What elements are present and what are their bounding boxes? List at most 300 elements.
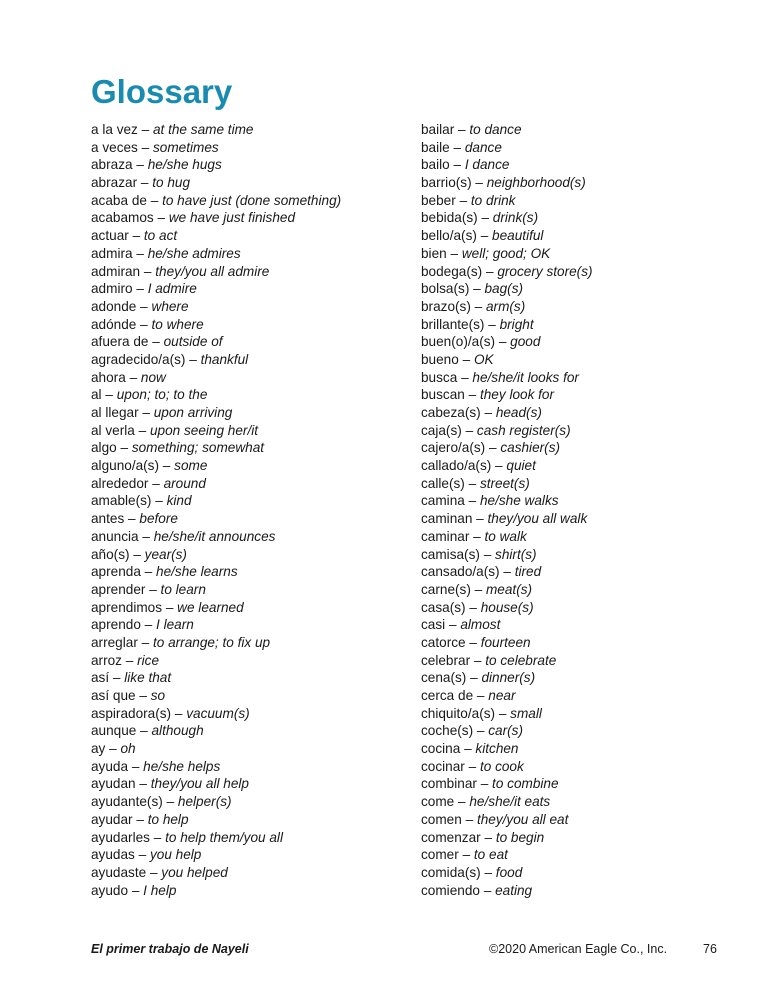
glossary-separator: – [481, 210, 490, 226]
glossary-entry [421, 316, 593, 334]
glossary-entry [91, 439, 341, 457]
glossary-separator: – [141, 634, 150, 650]
glossary-separator: – [157, 210, 166, 226]
glossary-term: come [421, 794, 455, 810]
glossary-entry [91, 652, 341, 670]
glossary-entry [421, 669, 593, 687]
glossary-separator: – [480, 228, 489, 244]
glossary-separator: – [484, 405, 493, 420]
glossary-separator: – [139, 688, 147, 703]
glossary-definition: bag(s) [484, 281, 524, 297]
glossary-entry [421, 369, 593, 387]
glossary-term: bailar [421, 122, 455, 137]
glossary-separator: – [150, 192, 159, 208]
glossary-separator: – [483, 882, 492, 898]
glossary-entry [91, 740, 341, 758]
glossary-definition: to celebrate [485, 652, 557, 668]
glossary-definition: he/she walks [479, 493, 559, 509]
glossary-entry [91, 245, 341, 263]
glossary-term: aspiradora(s) [91, 705, 172, 721]
glossary-separator: – [495, 458, 503, 474]
glossary-separator: – [140, 723, 148, 739]
glossary-term: adónde [91, 316, 137, 332]
glossary-separator: – [140, 316, 148, 332]
glossary-separator: – [141, 122, 150, 137]
footer-copyright: ©2020 American Eagle Co., Inc. [489, 942, 668, 956]
glossary-entry [421, 439, 593, 457]
glossary-definition: I learn [156, 617, 194, 633]
glossary-definition: at the same time [152, 122, 254, 137]
glossary-separator: – [144, 564, 153, 580]
glossary-term: bien [421, 245, 447, 261]
glossary-term: caminan [421, 511, 473, 527]
glossary-definition: well; good; OK [461, 245, 551, 261]
glossary-definition: head(s) [495, 405, 542, 420]
glossary-term: cabeza(s) [421, 405, 481, 420]
glossary-entry [91, 722, 341, 740]
glossary-separator: – [484, 829, 493, 845]
glossary-separator: – [129, 369, 138, 385]
glossary-entry [421, 475, 593, 493]
glossary-definition: he/she hugs [147, 157, 222, 173]
glossary-entry [91, 882, 341, 900]
glossary-separator: – [473, 528, 481, 544]
glossary-entry [91, 192, 341, 210]
glossary-entry [91, 139, 341, 157]
glossary-definition: upon arriving [153, 405, 233, 420]
glossary-separator: – [465, 422, 474, 438]
glossary-entry [91, 687, 341, 705]
glossary-definition: he/she helps [143, 758, 221, 774]
glossary-separator: – [142, 405, 150, 420]
glossary-definition: almost [460, 617, 501, 633]
glossary-definition: sometimes [152, 139, 219, 155]
glossary-entry [421, 740, 593, 758]
glossary-definition: OK [473, 351, 494, 367]
glossary-term: agradecido/a(s) [91, 351, 186, 367]
glossary-term: buscan [421, 387, 465, 403]
glossary-definition: food [495, 864, 523, 880]
glossary-entry [421, 510, 593, 528]
glossary-definition: grocery store(s) [497, 263, 593, 279]
glossary-entry [421, 793, 593, 811]
glossary-entry [421, 722, 593, 740]
glossary-separator: – [458, 122, 466, 137]
glossary-separator: – [450, 245, 459, 261]
glossary-entry [91, 316, 341, 334]
glossary-term: al llegar [91, 405, 139, 420]
glossary-term: ahora [91, 369, 126, 385]
glossary-separator: – [133, 546, 141, 562]
glossary-term: arroz [91, 652, 122, 668]
glossary-separator: – [464, 741, 472, 757]
glossary-term: camina [421, 493, 465, 509]
glossary-separator: – [153, 829, 162, 845]
glossary-definition: they/you all walk [487, 511, 588, 527]
glossary-definition: rice [137, 652, 160, 668]
glossary-entry [91, 174, 341, 192]
glossary-definition: cashier(s) [500, 440, 561, 456]
glossary-separator: – [476, 723, 485, 739]
glossary-separator: – [136, 811, 144, 827]
glossary-separator: – [166, 794, 175, 810]
glossary-definition: small [510, 705, 542, 721]
glossary-term: beber [421, 192, 456, 208]
glossary-separator: – [474, 581, 483, 597]
glossary-separator: – [162, 458, 171, 474]
glossary-entry [421, 492, 593, 510]
glossary-term: brillante(s) [421, 316, 485, 332]
glossary-definition: upon seeing her/it [149, 422, 259, 438]
glossary-entry [421, 829, 593, 847]
glossary-term: casa(s) [421, 599, 466, 615]
glossary-term: aprender [91, 581, 146, 597]
glossary-term: calle(s) [421, 475, 465, 491]
glossary-entry [91, 404, 341, 422]
glossary-term: bello/a(s) [421, 228, 477, 244]
glossary-separator: – [475, 175, 483, 191]
glossary-entry [421, 209, 593, 227]
glossary-separator: – [462, 847, 471, 863]
glossary-entry [421, 864, 593, 882]
glossary-separator: – [155, 493, 163, 509]
glossary-definition: oh [120, 741, 136, 757]
glossary-separator: – [105, 387, 113, 403]
glossary-separator: – [498, 705, 507, 721]
glossary-definition: meat(s) [485, 581, 533, 597]
glossary-separator: – [459, 192, 468, 208]
glossary-term: chiquito/a(s) [421, 705, 496, 721]
glossary-entry [421, 546, 593, 564]
glossary-definition: car(s) [488, 723, 523, 739]
glossary-separator: – [476, 511, 484, 527]
glossary-entry [91, 280, 341, 298]
glossary-entry [91, 705, 341, 723]
glossary-definition: to walk [484, 528, 527, 544]
glossary-definition: dance [464, 139, 502, 155]
glossary-definition: so [150, 688, 166, 703]
glossary-definition: to cook [479, 758, 524, 774]
glossary-term: a veces [91, 139, 138, 155]
glossary-term: ay [91, 741, 106, 757]
glossary-definition: house(s) [480, 599, 534, 615]
glossary-entry [91, 829, 341, 847]
glossary-separator: – [486, 263, 494, 279]
glossary-separator: – [461, 369, 469, 385]
glossary-term: cajero/a(s) [421, 440, 486, 456]
glossary-entry [91, 121, 341, 139]
glossary-separator: – [138, 847, 147, 863]
glossary-term: camisa(s) [421, 546, 480, 562]
glossary-entry [91, 581, 341, 599]
glossary-separator: – [473, 652, 482, 668]
glossary-entry [91, 669, 341, 687]
glossary-term: callado/a(s) [421, 458, 492, 474]
glossary-definition: he/she/it announces [153, 528, 276, 544]
glossary-term: cena(s) [421, 670, 467, 686]
glossary-term: bailo [421, 157, 450, 173]
glossary-term: cocina [421, 741, 461, 757]
glossary-entry [421, 351, 593, 369]
glossary-definition: dinner(s) [481, 670, 536, 686]
glossary-entry [91, 793, 341, 811]
glossary-definition: he/she/it looks for [472, 369, 579, 385]
glossary-term: combinar [421, 776, 477, 792]
glossary-term: a la vez [91, 122, 138, 137]
glossary-entry [91, 422, 341, 440]
glossary-separator: – [468, 493, 477, 509]
glossary-term: casi [421, 617, 446, 633]
glossary-definition: neighborhood(s) [486, 175, 586, 191]
footer-page-number: 76 [703, 942, 717, 956]
glossary-term: ayudo [91, 882, 129, 898]
glossary-term: ayudar [91, 811, 133, 827]
glossary-definition: good [510, 334, 541, 350]
glossary-term: año(s) [91, 546, 130, 562]
glossary-entry [91, 563, 341, 581]
glossary-entry [91, 369, 341, 387]
glossary-definition: to combine [492, 776, 559, 792]
glossary-definition: to help [147, 811, 189, 827]
glossary-term: actuar [91, 228, 129, 244]
glossary-term: bolsa(s) [421, 281, 470, 297]
glossary-entry [91, 209, 341, 227]
glossary-separator: – [125, 652, 134, 668]
glossary-definition: he/she learns [156, 564, 238, 580]
glossary-entry [421, 422, 593, 440]
glossary-separator: – [152, 334, 160, 350]
glossary-entry [421, 174, 593, 192]
glossary-term: aprendo [91, 617, 141, 633]
glossary-entry [91, 775, 341, 793]
glossary-definition: to learn [160, 581, 206, 597]
glossary-separator: – [470, 670, 478, 686]
glossary-separator: – [149, 581, 157, 597]
glossary-separator: – [476, 688, 485, 703]
glossary-term: ayudan [91, 776, 136, 792]
glossary-separator: – [142, 528, 150, 544]
glossary-separator: – [141, 139, 150, 155]
glossary-term: comenzar [421, 829, 481, 845]
glossary-separator: – [138, 422, 147, 438]
glossary-entry [91, 227, 341, 245]
glossary-separator: – [165, 599, 174, 615]
glossary-separator: – [469, 599, 477, 615]
glossary-entry [421, 121, 593, 139]
glossary-entry [421, 652, 593, 670]
glossary-column-right [421, 121, 593, 899]
glossary-entry [421, 882, 593, 900]
glossary-separator: – [131, 758, 140, 774]
glossary-definition: they look for [479, 387, 555, 403]
glossary-term: comen [421, 811, 462, 827]
glossary-separator: – [140, 175, 149, 191]
glossary-entry [421, 846, 593, 864]
glossary-separator: – [480, 776, 489, 792]
glossary-separator: – [136, 157, 144, 173]
glossary-definition: beautiful [492, 228, 544, 244]
glossary-entry [91, 546, 341, 564]
glossary-term: ayudaste [91, 864, 147, 880]
glossary-term: admiro [91, 281, 133, 297]
glossary-separator: – [112, 670, 121, 686]
glossary-definition: to have just (done something) [162, 192, 342, 208]
glossary-term: caminar [421, 528, 470, 544]
glossary-definition: to help them/you all [165, 829, 283, 845]
glossary-entry [421, 404, 593, 422]
glossary-entry [91, 846, 341, 864]
glossary-entry [421, 280, 593, 298]
glossary-separator: – [144, 617, 153, 633]
glossary-term: catorce [421, 634, 466, 650]
glossary-entry [421, 563, 593, 581]
glossary-separator: – [488, 316, 496, 332]
glossary-separator: – [132, 228, 141, 244]
glossary-term: admira [91, 245, 133, 261]
glossary-term: adonde [91, 298, 137, 314]
footer-book-title: El primer trabajo de Nayeli [91, 942, 249, 956]
glossary-term: alrededor [91, 475, 149, 491]
glossary-term: coche(s) [421, 723, 474, 739]
glossary-separator: – [498, 334, 507, 350]
glossary-term: alguno/a(s) [91, 458, 160, 474]
glossary-term: acabamos [91, 210, 154, 226]
glossary-definition: he/she admires [147, 245, 241, 261]
glossary-entry [91, 616, 341, 634]
glossary-definition: to begin [495, 829, 545, 845]
glossary-separator: – [174, 705, 183, 721]
glossary-definition: quiet [506, 458, 536, 474]
glossary-separator: – [109, 741, 117, 757]
glossary-entry [91, 263, 341, 281]
glossary-term: comer [421, 847, 459, 863]
glossary-column-left [91, 121, 341, 899]
glossary-term: ayudante(s) [91, 794, 163, 810]
glossary-definition: kind [166, 493, 192, 509]
glossary-term: bebida(s) [421, 210, 478, 226]
glossary-term: así [91, 670, 110, 686]
glossary-definition: before [139, 511, 178, 527]
glossary-entry [421, 263, 593, 281]
glossary-entry [91, 492, 341, 510]
glossary-term: arreglar [91, 634, 138, 650]
glossary-separator: – [128, 511, 136, 527]
glossary-entry [91, 156, 341, 174]
glossary-separator: – [468, 758, 477, 774]
glossary-entry [421, 811, 593, 829]
glossary-entry [91, 528, 341, 546]
glossary-term: barrio(s) [421, 175, 472, 191]
glossary-entry [91, 475, 341, 493]
glossary-definition: I help [143, 882, 177, 898]
glossary-definition: something; somewhat [131, 440, 265, 456]
glossary-separator: – [468, 387, 477, 403]
glossary-entry [421, 775, 593, 793]
glossary-entry [421, 298, 593, 316]
glossary-definition: thankful [200, 351, 249, 367]
glossary-separator: – [448, 617, 457, 633]
glossary-term: baile [421, 139, 450, 155]
glossary-definition: helper(s) [177, 794, 232, 810]
glossary-term: acaba de [91, 192, 147, 208]
glossary-definition: outside of [163, 334, 223, 350]
glossary-entry [421, 634, 593, 652]
glossary-separator: – [143, 263, 152, 279]
glossary-definition: I dance [464, 157, 510, 173]
glossary-term: anuncia [91, 528, 139, 544]
glossary-definition: we have just finished [168, 210, 296, 226]
glossary-definition: to arrange; to fix up [152, 634, 271, 650]
glossary-separator: – [462, 351, 471, 367]
glossary-definition: where [151, 298, 189, 314]
glossary-term: ayudas [91, 847, 135, 863]
glossary-definition: now [140, 369, 166, 385]
glossary-separator: – [189, 351, 197, 367]
glossary-entry [91, 386, 341, 404]
glossary-entry [91, 599, 341, 617]
glossary-term: amable(s) [91, 493, 152, 509]
glossary-term: cansado/a(s) [421, 564, 500, 580]
glossary-term: al verla [91, 422, 135, 438]
glossary-entry [91, 758, 341, 776]
glossary-term: abraza [91, 157, 133, 173]
glossary-term: comiendo [421, 882, 480, 898]
glossary-separator: – [468, 475, 477, 491]
glossary-term: celebrar [421, 652, 471, 668]
glossary-definition: shirt(s) [495, 546, 537, 562]
glossary-entry [421, 156, 593, 174]
glossary-definition: although [151, 723, 204, 739]
glossary-definition: year(s) [144, 546, 187, 562]
glossary-separator: – [473, 281, 481, 297]
glossary-entry [91, 510, 341, 528]
glossary-separator: – [484, 864, 493, 880]
glossary-entry [91, 351, 341, 369]
glossary-definition: they/you all eat [476, 811, 569, 827]
glossary-definition: they/you all admire [155, 263, 270, 279]
glossary-term: cerca de [421, 688, 474, 703]
glossary-entry [421, 616, 593, 634]
glossary-definition: you help [149, 847, 202, 863]
glossary-separator: – [149, 864, 158, 880]
glossary-separator: – [136, 281, 144, 297]
glossary-term: ayuda [91, 758, 129, 774]
glossary-definition: to eat [473, 847, 508, 863]
glossary-definition: to act [143, 228, 178, 244]
glossary-separator: – [453, 157, 462, 173]
glossary-definition: around [163, 475, 206, 491]
glossary-definition: to drink [470, 192, 516, 208]
glossary-separator: – [131, 882, 140, 898]
glossary-definition: kitchen [475, 741, 519, 757]
glossary-separator: – [483, 546, 492, 562]
glossary-definition: tired [514, 564, 542, 580]
glossary-separator: – [139, 776, 147, 792]
glossary-term: bodega(s) [421, 263, 483, 279]
glossary-definition: fourteen [480, 634, 531, 650]
glossary-entry [421, 457, 593, 475]
glossary-term: algo [91, 440, 117, 456]
glossary-entry [91, 298, 341, 316]
glossary-definition: to hug [152, 175, 191, 191]
glossary-definition: some [174, 458, 208, 474]
glossary-entry [91, 811, 341, 829]
glossary-definition: vacuum(s) [186, 705, 250, 721]
glossary-term: cocinar [421, 758, 465, 774]
glossary-term: bueno [421, 351, 459, 367]
glossary-definition: to where [151, 316, 204, 332]
glossary-definition: they/you all help [150, 776, 249, 792]
